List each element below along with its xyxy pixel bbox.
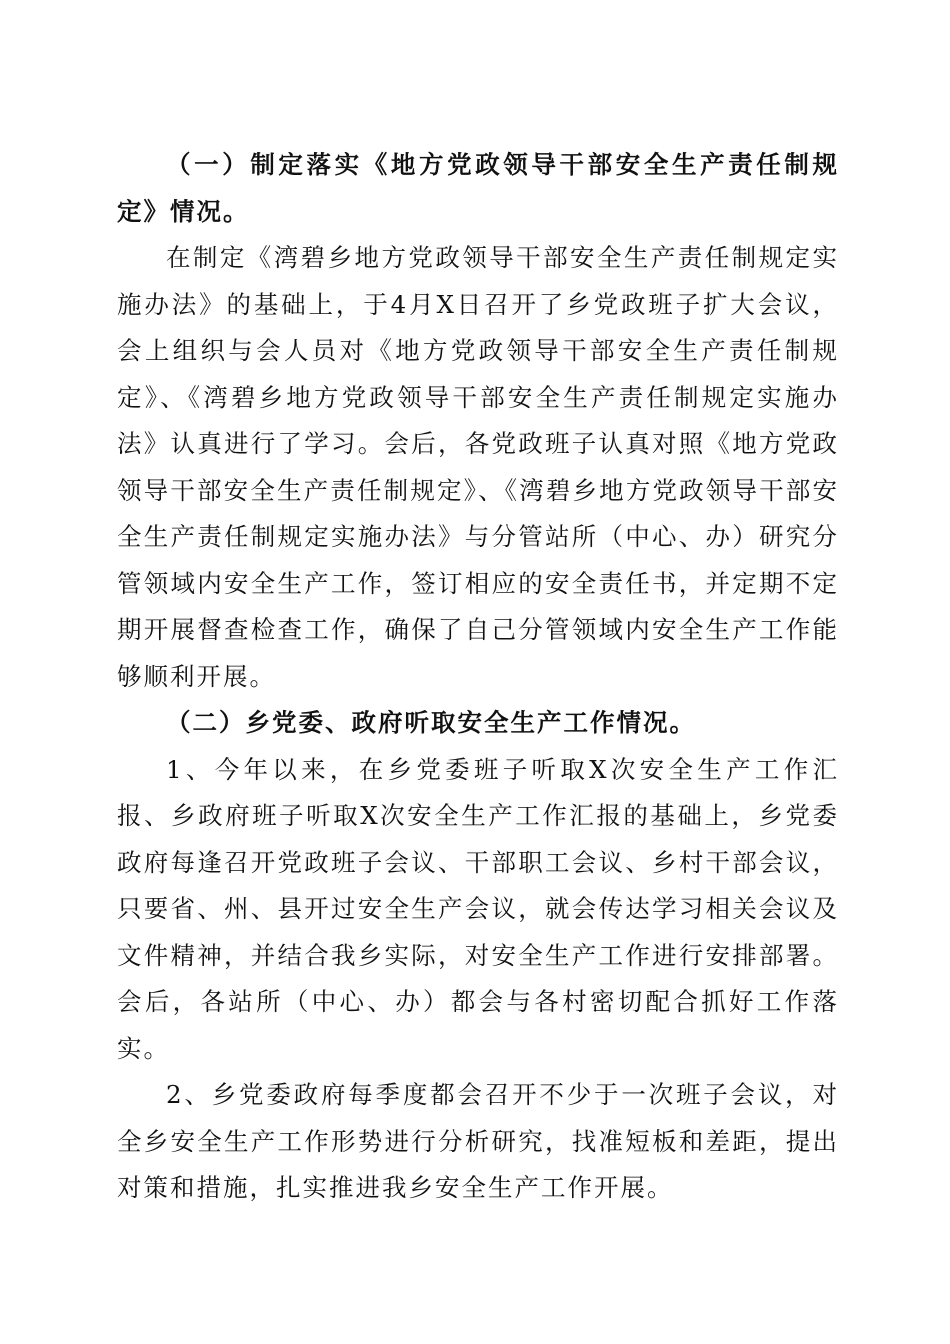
section-2-heading: （二）乡党委、政府听取安全生产工作情况。 xyxy=(166,708,696,737)
document-body xyxy=(117,142,839,1212)
section-2-item-1: 1、今年以来，在乡党委班子听取X次安全生产工作汇报、乡政府班子听取X次安全生产工作汇报的基础上，乡党委政府每逢召开党政班子会议、干部职工会议、乡村干部会议，只要省、州、县开过安全生产会议，就会传达学习相关会议及文件精神，并结合我乡实际，对安全生产工作进行安排部署。会后，各站所（中心、办）都会与各村密切配合抓好工作落实。 xyxy=(117,754,839,1063)
section-1-paragraph: 在制定《湾碧乡地方党政领导干部安全生产责任制规定实施办法》的基础上，于4月X日召开了乡党政班子扩大会议，会上组织与会人员对《地方党政领导干部安全生产责任制规定》、《湾碧乡地方党政领导干部安全生产责任制规定实施办法》认真进行了学习。会后，各党政班子认真对照《地方党政领导干部安全生产责任制规定》、《湾碧乡地方党政领导干部安全生产责任制规定实施办法》与分管站所（中心、办）研究分管领域内安全生产工作，签订相应的安全责任书，并定期不定期开展督查检查工作，确保了自己分管领域内安全生产工作能够顺利开展。 xyxy=(117,243,839,691)
section-2-item-2: 2、乡党委政府每季度都会召开不少于一次班子会议，对全乡安全生产工作形势进行分析研究，找准短板和差距，提出对策和措施，扎实推进我乡安全生产工作开展。 xyxy=(117,1080,839,1202)
section-1-heading: （一）制定落实《地方党政领导干部安全生产责任制规定》情况。 xyxy=(117,150,839,226)
